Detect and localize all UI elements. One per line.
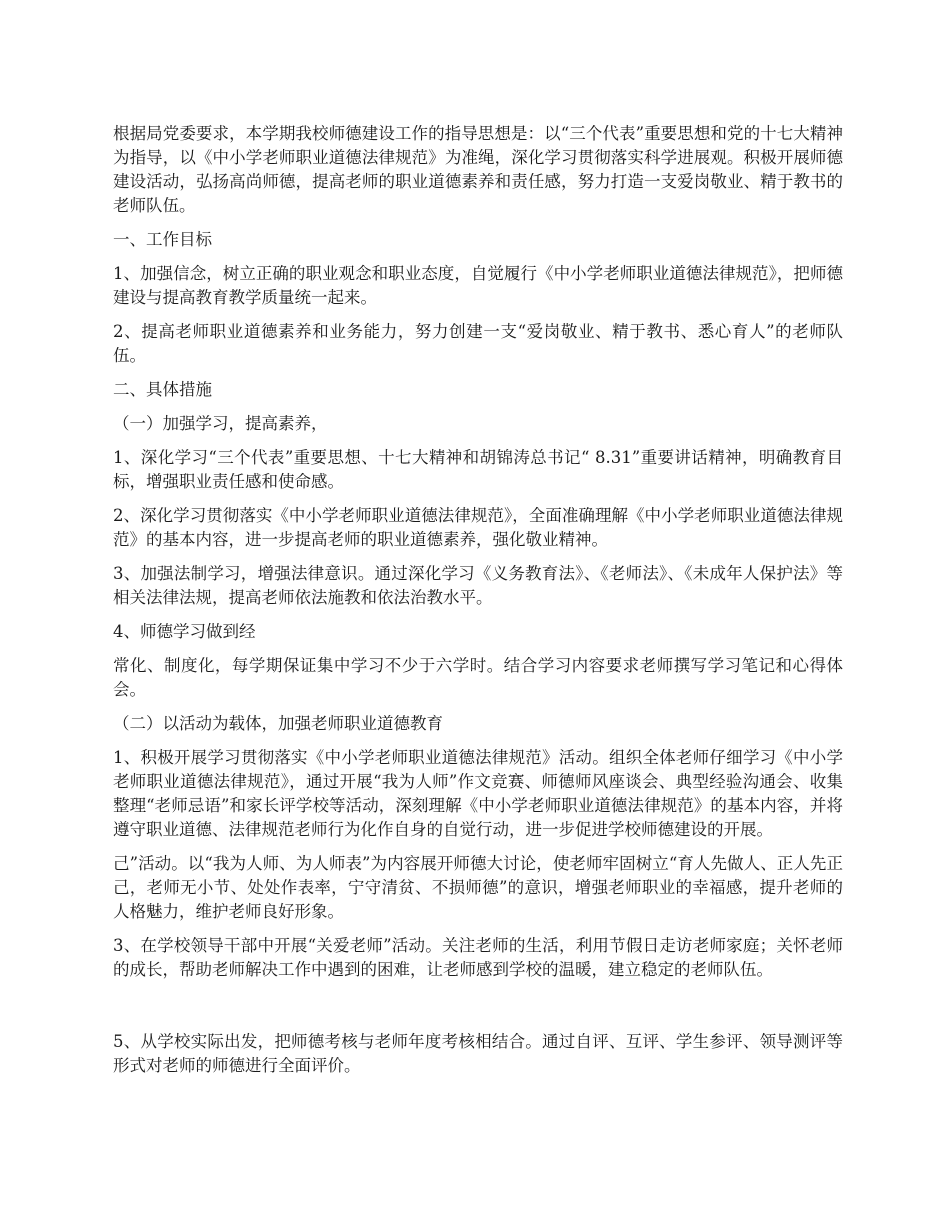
goal-item-2: 2、提高老师职业道德素养和业务能力，努力创建一支“爱岗敬业、精于教书、悉心育人”的老师队伍。 bbox=[113, 322, 843, 365]
subsection-heading-study: （一）加强学习，提高素养， bbox=[113, 414, 328, 433]
subsection-heading-activities: （二）以活动为载体，加强老师职业道德教育 bbox=[113, 714, 443, 733]
goal-item-1: 1、加强信念，树立正确的职业观念和职业态度，自觉履行《中小学老师职业道德法律规范》，把师德建设与提高教育教学质量统一起来。 bbox=[113, 264, 843, 307]
section-heading-goals: 一、工作目标 bbox=[113, 230, 212, 249]
study-item-4-continued: 常化、制度化，每学期保证集中学习不少于六学时。结合学习内容要求老师撰写学习笔记和心得体会。 bbox=[113, 656, 843, 699]
study-item-4: 4、师德学习做到经 bbox=[113, 622, 256, 641]
document-body bbox=[113, 122, 843, 1088]
blank-gap bbox=[113, 992, 843, 1030]
activity-item-5: 5、从学校实际出发，把师德考核与老师年度考核相结合。通过自评、互评、学生参评、领导测评等形式对老师的师德进行全面评价。 bbox=[113, 1032, 843, 1075]
activity-item-fragment: 己”活动。以“我为人师、为人师表”为内容展开师德大讨论，使老师牢固树立“育人先做人、正人先正己，老师无小节、处处作表率，宁守清贫、不损师德”的意识，增强老师职业的幸福感，提升老师的人格魅力，维护老师良好形象。 bbox=[113, 854, 843, 921]
section-heading-measures: 二、具体措施 bbox=[113, 380, 212, 399]
study-item-2: 2、深化学习贯彻落实《中小学老师职业道德法律规范》，全面准确理解《中小学老师职业道德法律规范》的基本内容，进一步提高老师的职业道德素养，强化敬业精神。 bbox=[113, 506, 843, 549]
activity-item-3: 3、在学校领导干部中开展“关爱老师”活动。关注老师的生活，利用节假日走访老师家庭；关怀老师的成长，帮助老师解决工作中遇到的困难，让老师感到学校的温暖，建立稳定的老师队伍。 bbox=[113, 936, 843, 979]
study-item-1: 1、深化学习“三个代表”重要思想、十七大精神和胡锦涛总书记“ 8.31”重要讲话精神，明确教育目标，增强职业责任感和使命感。 bbox=[113, 448, 843, 491]
intro-paragraph: 根据局党委要求，本学期我校师德建设工作的指导思想是：以“三个代表”重要思想和党的十七大精神为指导，以《中小学老师职业道德法律规范》为准绳，深化学习贯彻落实科学进展观。积极开展师德建设活动，弘扬高尚师德，提高老师的职业道德素养和责任感，努力打造一支爱岗敬业、精于教书的老师队伍。 bbox=[113, 124, 843, 215]
activity-item-1: 1、积极开展学习贯彻落实《中小学老师职业道德法律规范》活动。组织全体老师仔细学习《中小学老师职业道德法律规范》，通过开展“我为人师”作文竞赛、师德师风座谈会、典型经验沟通会、收集整理“老师忌语”和家长评学校等活动，深刻理解《中小学老师职业道德法律规范》的基本内容，并将遵守职业道德、法律规范老师行为化作自身的自觉行动，进一步促进学校师德建设的开展。 bbox=[113, 748, 843, 839]
study-item-3: 3、加强法制学习，增强法律意识。通过深化学习《义务教育法》、《老师法》、《未成年人保护法》等相关法律法规，提高老师依法施教和依法治教水平。 bbox=[113, 564, 843, 607]
